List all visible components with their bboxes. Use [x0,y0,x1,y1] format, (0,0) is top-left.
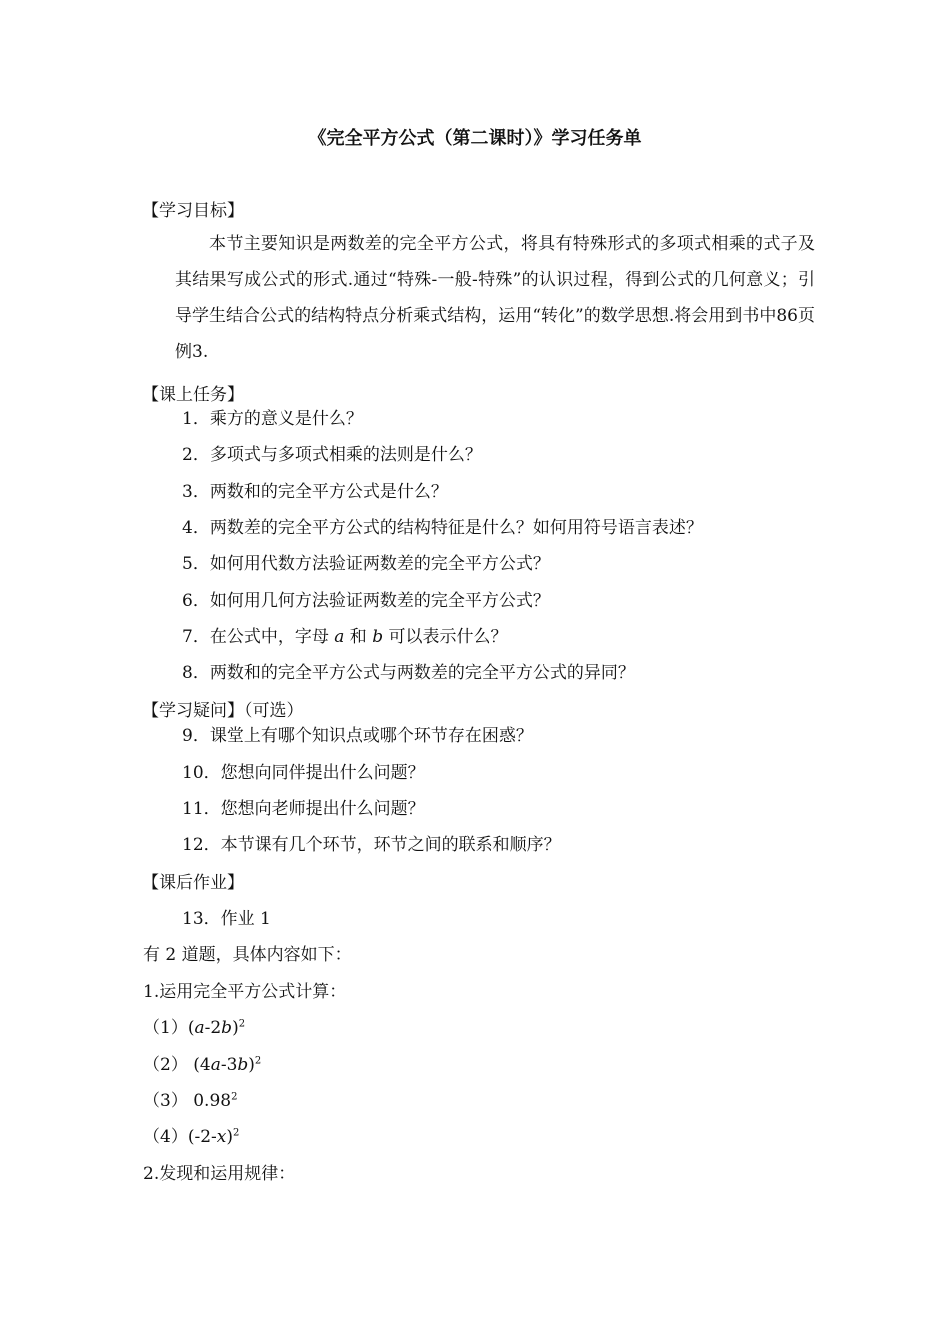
sub-problem-1: $(1)(a-2b)^2$ [143,1018,246,1038]
task-item: 2．多项式与多项式相乘的法则是什么？ [182,445,482,465]
question-item: 11．您想向老师提出什么问题？ [182,799,425,819]
questions-heading: 【学习疑问】（可选） [142,701,304,721]
task-item: 1．乘方的意义是什么？ [182,409,363,429]
document-title: 《完全平方公式（第二课时）》学习任务单 [308,128,642,149]
question-item: 9．课堂上有哪个知识点或哪个环节存在困惑？ [182,726,533,746]
tasks-heading: 【课上任务】 [142,385,244,405]
sub-problem-2: （2） $(4a-3b)^2$ [143,1055,262,1075]
question-item: 12．本节课有几个环节，环节之间的联系和顺序？ [182,835,561,855]
objective-heading: 【学习目标】 [142,201,244,221]
homework-intro: 有 2 道题，具体内容如下： [143,945,352,965]
task-item: 3．两数和的完全平方公式是什么？ [182,482,448,502]
sub-problem-3: （3） 0.98$^2$ [143,1091,238,1111]
task-item: 8．两数和的完全平方公式与两数差的完全平方公式的异同？ [182,663,635,683]
task-item-7: 7．在公式中，字母 a 和 b 可以表示什么？ [182,627,508,647]
task-item: 4．两数差的完全平方公式的结构特征是什么？如何用符号语言表述？ [182,518,703,538]
objective-paragraph: 本节主要知识是两数差的完全平方公式，将具有特殊形式的多项式相乘的式子及其结果写成公式的形式.通过“特殊-一般-特殊”的认识过程，得到公式的几何意义；引导学生结合公式的结构特点分析乘式结构，运用“转化”的数学思想.将会用到书中86页例3. [175,234,815,362]
homework-item: 13．作业 1 [182,909,271,929]
task-item: 5．如何用代数方法验证两数差的完全平方公式？ [182,554,550,574]
sub-problem-4: $(4)(-2-x)^2$ [143,1127,240,1147]
problem-1: 1.运用完全平方公式计算： [143,982,347,1002]
question-item: 10．您想向同伴提出什么问题？ [182,763,425,783]
problem-2: 2.发现和运用规律： [143,1164,296,1184]
task-item: 6．如何用几何方法验证两数差的完全平方公式？ [182,591,550,611]
homework-heading: 【课后作业】 [142,873,244,893]
